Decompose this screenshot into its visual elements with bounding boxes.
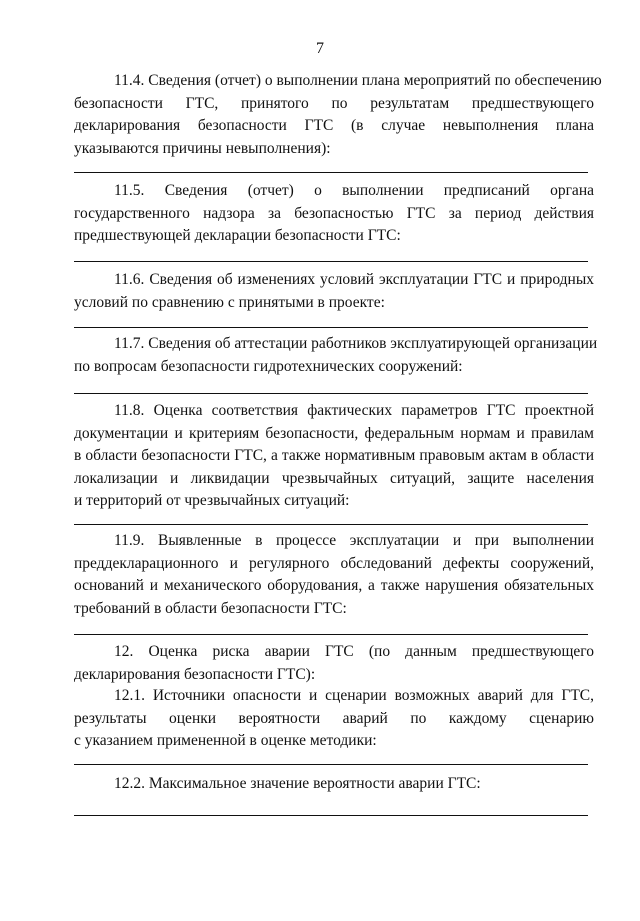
section-12-1 bbox=[74, 685, 594, 753]
text-line: локализации и ликвидации чрезвычайных ситуаций, защите населения bbox=[74, 469, 594, 487]
text-line: безопасности ГТС, принятого по результатам предшествующего bbox=[74, 94, 594, 112]
text-line: по вопросам безопасности гидротехнических сооружений: bbox=[74, 357, 463, 375]
answer-line-11-6[interactable] bbox=[74, 327, 588, 328]
answer-line-11-8[interactable] bbox=[74, 524, 588, 525]
text-line: декларирования безопасности ГТС): bbox=[74, 665, 316, 683]
text-line: преддекларационного и регулярного обследований дефекты сооружений, bbox=[74, 554, 594, 572]
text-line: 11.8. Оценка соответствия фактических параметров ГТС проектной bbox=[114, 402, 594, 419]
text-line: 11.9. Выявленные в процессе эксплуатации и при выполнении bbox=[114, 532, 594, 549]
page-number: 7 bbox=[316, 40, 324, 57]
section-11-9 bbox=[74, 530, 594, 620]
section-11-6 bbox=[74, 269, 594, 314]
section-11-7 bbox=[74, 333, 598, 378]
text-line: требований в области безопасности ГТС: bbox=[74, 599, 347, 617]
text-line: и территорий от чрезвычайных ситуаций: bbox=[74, 492, 350, 509]
text-line: с указанием примененной в оценке методики: bbox=[74, 732, 377, 749]
text-line: предшествующей декларации безопасности ГТС: bbox=[74, 227, 401, 244]
text-line: 11.7. Сведения об аттестации работников эксплуатирующей организации bbox=[114, 335, 598, 352]
text-line: в области безопасности ГТС, а также нормативным правовым актам в области bbox=[74, 447, 594, 464]
section-11-8 bbox=[74, 400, 594, 513]
answer-line-12-2[interactable] bbox=[74, 815, 588, 816]
answer-line-11-7[interactable] bbox=[74, 393, 588, 394]
text-line: документации и критериям безопасности, федеральным нормам и правилам bbox=[74, 424, 594, 442]
text-line: 12.1. Источники опасности и сценарии возможных аварий для ГТС, bbox=[114, 687, 594, 704]
section-12-2 bbox=[74, 773, 594, 796]
text-line: 12. Оценка риска аварии ГТС (по данным предшествующего bbox=[114, 643, 594, 660]
text-line: 12.2. Максимальное значение вероятности аварии ГТС: bbox=[114, 775, 481, 792]
answer-line-11-4[interactable] bbox=[74, 172, 588, 173]
text-line: условий по сравнению с принятыми в проекте: bbox=[74, 293, 385, 311]
section-11-4 bbox=[74, 70, 602, 160]
text-line: оснований и механического оборудования, а также нарушения обязательных bbox=[74, 577, 594, 594]
text-line: декларирования безопасности ГТС (в случае невыполнения плана bbox=[74, 117, 594, 134]
text-line: 11.5. Сведения (отчет) о выполнении предписаний органа bbox=[114, 182, 594, 199]
section-12 bbox=[74, 641, 594, 686]
text-line: 11.4. Сведения (отчет) о выполнении плана мероприятий по обеспечению bbox=[114, 72, 602, 89]
text-line: указываются причины невыполнения): bbox=[74, 139, 331, 157]
section-11-5 bbox=[74, 180, 594, 248]
text-line: государственного надзора за безопасностью ГТС за период действия bbox=[74, 204, 594, 222]
text-line: результаты оценки вероятности аварий по каждому сценарию bbox=[74, 709, 594, 727]
answer-line-12-1[interactable] bbox=[74, 764, 588, 765]
answer-line-11-5[interactable] bbox=[74, 261, 588, 262]
text-line: 11.6. Сведения об изменениях условий эксплуатации ГТС и природных bbox=[114, 271, 594, 288]
answer-line-11-9[interactable] bbox=[74, 634, 588, 635]
